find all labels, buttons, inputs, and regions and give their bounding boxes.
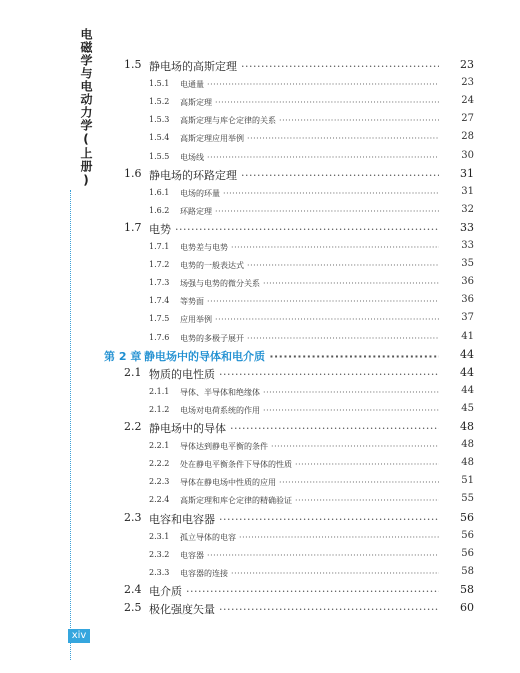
toc-subsection-row [0,529,520,547]
toc-number: 1.5.4 [149,133,170,143]
toc-subsection-row [0,311,520,329]
toc-number: 2.4 [124,582,142,596]
toc-page-number: 44 [460,347,474,361]
toc-number: 1.6 [124,166,142,180]
toc-number: 1.5.5 [149,151,170,161]
toc-subsection-row [0,257,520,275]
toc-subsection-row [0,130,520,148]
page-number-badge: xiv [68,629,90,643]
toc-page-number: 60 [460,601,474,614]
toc-title: 静电场中的导体 ····· [149,420,439,436]
toc-subsection-row [0,384,520,402]
toc-title: 电势差与电势 ····· [180,242,439,253]
toc-subsection-row [0,112,520,130]
toc-chapter-row [0,348,520,366]
toc-title: 导体、半导体和绝缘体 ····· [180,387,439,398]
toc-page-number: 33 [461,240,474,251]
toc-number: 1.7.2 [149,260,170,270]
toc-number: 2.2.3 [149,477,170,487]
toc-section-row [0,167,520,185]
toc-section-row [0,221,520,239]
toc-title: 环路定理 ····· [180,206,439,217]
toc-number: 1.7.4 [149,296,170,306]
toc-page-number: 45 [461,402,474,414]
toc-title: 高斯定理 ····· [180,97,439,108]
toc-number: 1.5.1 [149,79,170,89]
toc-page-number: 56 [461,547,474,559]
toc-subsection-row [0,492,520,510]
toc-section-row [0,420,520,438]
toc-page-number: 32 [461,203,474,215]
toc-page-number: 23 [461,77,474,89]
toc-page-number: 27 [461,113,474,125]
toc-section-row [0,601,520,619]
toc-number: 2.1.1 [149,386,170,396]
toc-subsection-row [0,293,520,311]
toc-page-number: 48 [460,420,474,433]
toc-title: 场强与电势的微分关系 ····· [180,278,439,289]
toc-page-number: 36 [461,294,474,306]
toc-title: 电容器的连接 ····· [180,568,439,579]
toc-title: 电势的多极子展开 ····· [180,333,439,344]
toc-title: 电势 ····· [149,221,439,237]
toc-page-number: 48 [461,439,474,451]
toc-subsection-row [0,203,520,221]
toc-page-number: 37 [461,312,474,324]
toc-page-number: 55 [461,493,474,505]
toc-subsection-row [0,94,520,112]
toc-section-row [0,366,520,384]
toc-subsection-row [0,149,520,167]
toc-number: 2.2 [124,420,142,433]
toc-page-number: 36 [461,276,474,288]
toc-number: 2.3.1 [149,531,170,541]
toc-title: 高斯定理应用举例 ····· [180,133,439,144]
toc-page-number: 31 [461,185,474,197]
toc-title: 电通量 ····· [180,79,439,90]
toc-title: 等势面 ····· [180,296,439,307]
toc-number: 1.5 [124,58,142,71]
toc-page-number: 56 [461,529,474,541]
toc-page-number: 44 [460,365,474,379]
toc-title: 电场线 ····· [180,152,439,163]
toc-section-row [0,58,520,76]
toc-number: 2.3.2 [149,549,170,559]
toc-title: 高斯定理与库仑定律的关系 ····· [180,115,439,126]
toc-title: 静电场的环路定理 ····· [149,167,439,183]
toc-subsection-row [0,547,520,565]
toc-number: 2.5 [124,601,142,614]
toc-number: 1.6.1 [149,187,170,197]
toc-number: 第 2 章 [104,349,142,363]
toc-number: 2.1 [124,365,142,379]
toc-page-number: 28 [461,131,474,143]
toc-page-number: 41 [461,330,474,342]
toc-title: 电势的一般表达式 ····· [180,260,439,271]
toc-page-number: 51 [461,475,474,487]
toc-page-number: 56 [460,510,474,524]
toc-subsection-row [0,275,520,293]
toc-page-number: 58 [460,582,474,596]
toc-page-number: 24 [461,95,474,107]
toc-number: 2.2.1 [149,441,170,451]
toc-subsection-row [0,474,520,492]
toc-title: 处在静电平衡条件下导体的性质 ····· [180,459,439,470]
toc-subsection-row [0,330,520,348]
toc-number: 1.5.2 [149,97,170,107]
toc-title: 电容和电容器 ····· [149,511,439,527]
toc-page-number: 48 [461,457,474,469]
toc-page-number: 23 [460,58,474,71]
toc-subsection-row [0,402,520,420]
toc-number: 1.7.3 [149,278,170,288]
toc-number: 2.3.3 [149,567,170,577]
toc-title: 高斯定理和库仑定律的精确验证 ····· [180,495,439,506]
toc-page-number: 58 [461,565,474,577]
toc-number: 1.6.2 [149,205,170,215]
toc-title: 电介质 ····· [149,583,439,599]
toc-page-number: 44 [461,384,474,396]
toc-number: 2.2.4 [149,495,170,505]
toc-subsection-row [0,456,520,474]
toc-page-number: 30 [461,149,474,161]
toc-subsection-row [0,565,520,583]
toc-title: 导体在静电场中性质的应用 ····· [180,477,439,488]
toc-subsection-row [0,438,520,456]
toc-title: 物质的电性质 ····· [149,366,439,382]
toc-subsection-row [0,185,520,203]
toc-subsection-row [0,76,520,94]
toc-number: 1.7.6 [149,332,170,342]
toc-page-number: 31 [460,166,474,180]
toc-section-row [0,511,520,529]
toc-number: 1.7.1 [149,242,170,251]
toc-title: 应用举例 ····· [180,314,439,325]
toc-number: 1.7 [124,220,142,234]
toc-number: 1.7.5 [149,314,170,324]
toc-section-row [0,583,520,601]
toc-title: 静电场的高斯定理 ····· [149,58,439,74]
toc-subsection-row [0,239,520,257]
book-title: 电磁学与电动力学(上册) [79,28,93,188]
toc-number: 2.3 [124,510,142,524]
toc-title: 电容器 ····· [180,550,439,561]
toc-title: 孤立导体的电容 ····· [180,532,439,543]
toc-title: 导体达到静电平衡的条件 ····· [180,441,439,452]
toc-title: 电场的环量 ····· [180,188,439,199]
toc-title: 极化强度矢量 ····· [149,601,439,617]
toc-page-number: 35 [461,258,474,270]
toc-page-number: 33 [460,220,474,234]
toc-title: 静电场中的导体和电介质 ····· [144,348,439,364]
toc-number: 2.2.2 [149,459,170,469]
toc-title: 电场对电荷系统的作用 ····· [180,405,439,416]
toc-number: 1.5.3 [149,115,170,125]
toc-number: 2.1.2 [149,404,170,414]
